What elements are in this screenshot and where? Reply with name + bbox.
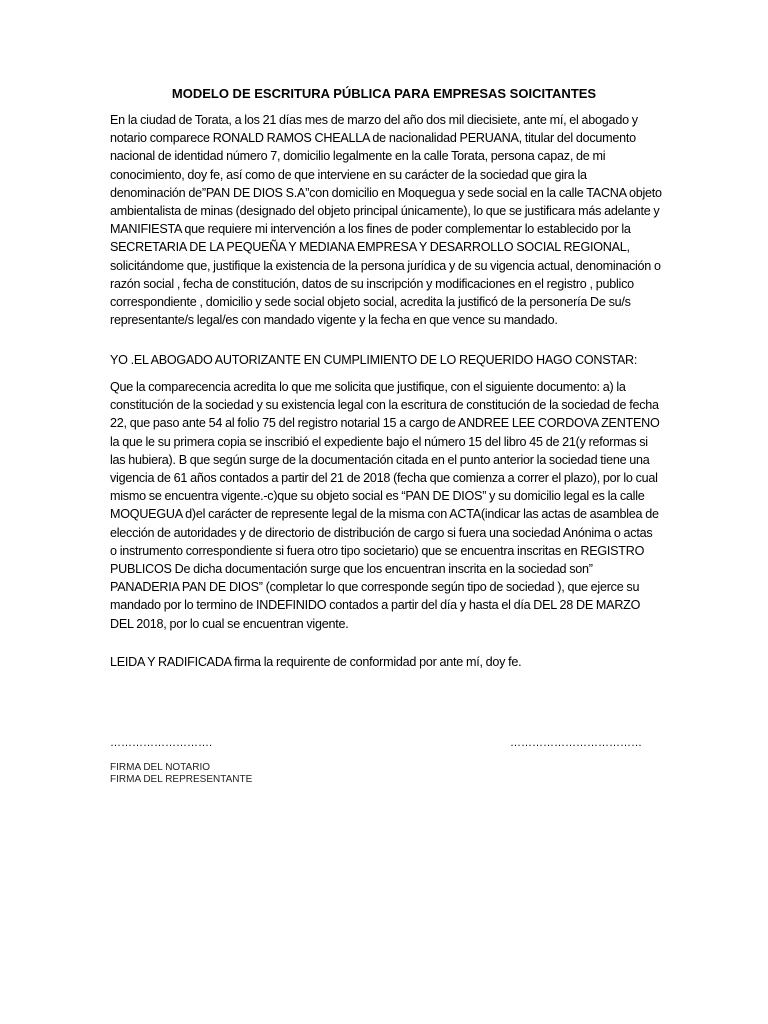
- signature-line-representative: ………………………………: [510, 737, 642, 749]
- paragraph-closing: [110, 653, 662, 671]
- signature-label-representative: FIRMA DEL REPRESENTANTE: [110, 773, 253, 785]
- paragraph-evidence: [110, 378, 662, 633]
- paragraph-closing-text: LEIDA Y RADIFICADA firma la requirente de conformidad por ante mí, doy fe.: [110, 655, 522, 669]
- document-title: MODELO DE ESCRITURA PÚBLICA PARA EMPRESAS SOICITANTES: [171, 86, 597, 101]
- signature-labels: [110, 762, 252, 785]
- paragraph-evidence-text: Que la comparecencia acredita lo que me solicita que justifique, con el siguiente documento: a) la constitución de la sociedad y su existencia legal con la escritura de constitución de la sociedad de fecha 22, que paso ante 54 al folio 75 del registro notarial 15 a cargo de ANDREE LEE CORDOVA ZENTENO la que le su primera copia se inscribió el expediente bajo el número 15 del libro 45 de 21(y reformas si las hubiera). B que según surge de la documentación citada en el punto anterior la sociedad tiene una vigencia de 61 años contados a partir del 21 de 2018 (fecha que comienza a correr el plazo), por lo cual mismo se encuentra vigente.-c)que su objeto social es “PAN DE DIOS” y su domicilio legal es la calle MOQUEGUA d)el carácter de represente legal de la misma con ACTA(indicar las actas de asamblea de elección de autoridades y de directorio de distribución de cargo si fuera una sociedad Anónima o actas o instrumento correspondiente si fuera otro tipo societario) que se encuentra inscritas en REGISTRO PUBLICOS De dicha documentación surge que los encuentran inscrita en la sociedad son” PANADERIA PAN DE DIOS” (completar lo que corresponde según tipo de sociedad ), que ejerce su mandado por lo termino de INDEFINIDO contados a partir del día y hasta el día DEL 28 DE MARZO DEL 2018, por lo cual se encuentran vigente.: [110, 380, 660, 631]
- paragraph-intro: [110, 111, 662, 329]
- paragraph-declaration-text: YO .EL ABOGADO AUTORIZANTE EN CUMPLIMIENTO DE LO REQUERIDO HAGO CONSTAR:: [110, 353, 638, 367]
- paragraph-intro-text: En la ciudad de Torata, a los 21 días mes de marzo del año dos mil diecisiete, ante mí, el abogado y notario comparece RONALD RAMOS CHEALLA de nacionalidad PERUANA, titular del documento nacional de identidad número 7, domicilio legalmente en la calle Torata, persona capaz, de mi conocimiento, doy fe, así como de que interviene en su carácter de la sociedad que gira la denominación de”PAN DE DIOS S.A”con domicilio en Moquegua y sede social en la calle TACNA objeto ambientalista de minas (designado del objeto principal únicamente), lo que se justificara más adelante y MANIFIESTA que requiere mi intervención a los fines de poder complementar lo establecido por la SECRETARIA DE LA PEQUEÑA Y MEDIANA EMPRESA Y DESARROLLO SOCIAL REGIONAL, solicitándome que, justifique la existencia de la persona jurídica y de su vigencia actual, denominación o razón social , fecha de constitución, datos de su inscripción y modificaciones en el registro , publico correspondiente , domicilio y sede social objeto social, acredita la justificó de la personería De su/s representante/s legal/es con mandado vigente y la fecha en que vence su mandado.: [110, 113, 662, 328]
- signature-line-notary: ……………………….: [110, 737, 213, 749]
- paragraph-declaration: [110, 351, 662, 369]
- signature-label-notary: FIRMA DEL NOTARIO: [110, 762, 211, 773]
